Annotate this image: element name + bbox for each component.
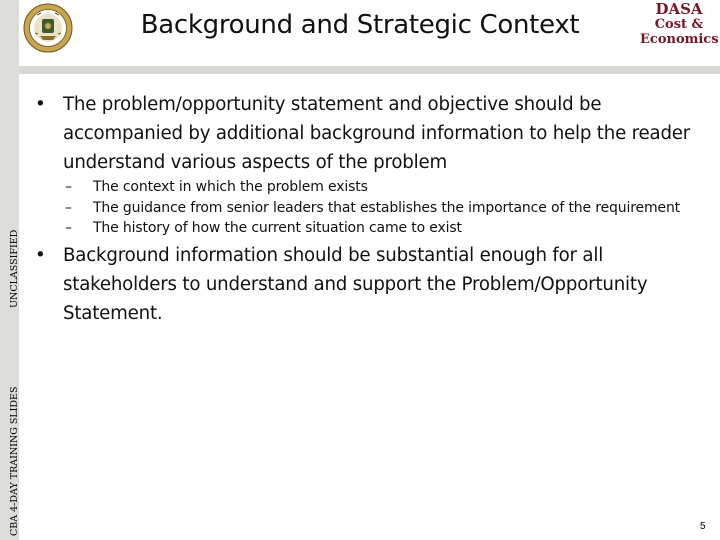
- page-number: 5: [700, 521, 706, 532]
- army-seal-icon: [23, 3, 73, 53]
- dasa-logo: [640, 2, 718, 47]
- bullet-item: [35, 90, 715, 177]
- logo-line-3: Economics: [640, 32, 719, 47]
- header-divider: [19, 66, 720, 74]
- slide-title: Background and Strategic Context: [140, 10, 580, 40]
- sub-bullet-list: [35, 179, 715, 237]
- dash-icon: –: [65, 179, 72, 195]
- course-label: CBA 4-DAY TRAINING SLIDES: [9, 386, 20, 536]
- sub-bullet-text: The context in which the problem exists: [93, 179, 368, 195]
- logo-line-1: DASA: [655, 0, 703, 18]
- sub-bullet-item: [35, 200, 715, 217]
- left-sidebar: [0, 0, 19, 540]
- dash-icon: –: [65, 199, 72, 216]
- bullet-item: [35, 241, 715, 328]
- slide-body: [35, 90, 715, 328]
- sub-bullet-item: [35, 220, 715, 237]
- sub-bullet-item: [35, 179, 715, 196]
- bullet-text: The problem/opportunity statement and objective should be accompanied by additional background information to help the reader understand various aspects of the problem: [63, 94, 691, 173]
- sub-bullet-text: The guidance from senior leaders that establishes the importance of the requirement: [93, 199, 681, 216]
- dash-icon: –: [65, 220, 72, 236]
- bullet-dot-icon: •: [35, 94, 46, 115]
- classification-label: UNCLASSIFIED: [9, 229, 20, 308]
- sub-bullet-text: The history of how the current situation came to exist: [93, 220, 462, 236]
- bullet-dot-icon: •: [35, 244, 46, 266]
- logo-line-2: Cost &: [654, 17, 704, 32]
- bullet-text: Background information should be substantial enough for all stakeholders to understand and support the Problem/Opportunity Statement.: [63, 244, 648, 324]
